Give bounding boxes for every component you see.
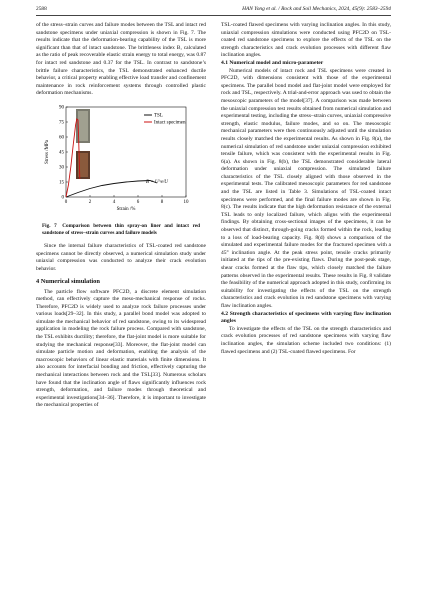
subsection-4-2-title: 4.2 Strength characteristics of specimens with varying flaw inclination angles bbox=[221, 310, 391, 325]
x-tick-label: 4 bbox=[112, 199, 116, 205]
figure-caption-label: Fig. 7 bbox=[42, 222, 57, 229]
figure-caption-text: Comparison between thin spray-on liner and intact red sandstone of stress–strain curves and failure models bbox=[42, 222, 200, 236]
right-column bbox=[221, 22, 391, 356]
subsection-4-1-title: 4.1 Numerical model and micro-parameter bbox=[221, 59, 324, 66]
brittleness-annotation: B = U^e/U bbox=[146, 179, 168, 185]
y-tick-label: 15 bbox=[59, 180, 64, 186]
series-line-tsl bbox=[66, 180, 157, 197]
legend-label: Intact specimen bbox=[154, 120, 186, 126]
y-tick-label: 75 bbox=[59, 120, 64, 126]
paragraph-subsection-4-1: Numerical models of intact rock and TSL specimens were created in PFC2D, with dimensions consistent with those of the experimental specimens. The parallel bond model and flat-joint model were employed for rock and TSL, respectively. A trial-and-error approach was used to obtain the mesoscopic parameters of the model[37]. A comparison was made between the uniaxial compression test results obtained from numerical simulation and experimental testing, including the stress–strain curves, uniaxial compressive strength, elastic modulus, failure modes, and so on. The mesoscopic mechanical parameters were then continuously adjusted until the simulation results closely matched the experimental results. As shown in Fig. 8(a), the numerical simulation of red sandstone under uniaxial compression exhibited tensile failure, which was consistent with the experimental results in Fig. 6(a). As shown in Fig. 8(b), the TSL demonstrated considerable lateral deformation under uniaxial compression. The simulated failure characteristics of the TSL closely aligned with those observed in the experimental tests. The calibrated mesoscopic parameters for red sandstone and the TSL are listed in Table 3. Simulations of TSL-coated intact specimens were performed, and the final failure modes are shown in Fig. 8(c). The results indicate that the high deformation resistance of the external TSL leads to only localized failure, which aligns with the experimental findings. By obtaining cross-sectional images of the specimens, it can be observed that distinct, through-going cracks formed within the rock, leading to a loss of load-bearing capacity. Fig. 8(d) shows a comparison of the simulated and experimental failure modes for the fractured specimen with a 45° inclination angle. At the peak stress point, tensile cracks primarily initiated at the tips of the pre-existing flaws. During the post-peak stage, shear cracks formed at the flaw tips, which closely matched the failure patterns observed in the experimental results. These results in Fig. 8 validate the feasibility of the numerical approach adopted in this study, confirming its suitability for investigating the effects of the TSL on the strength characteristics and crack evolution in red sandstone specimens with varying flaw inclination angles. bbox=[221, 67, 391, 309]
x-axis-label: Strain /% bbox=[116, 206, 136, 212]
paragraph-numerical-simulation: The particle flow software PFC2D, a discrete element simulation method, can effectively capture the meso-mechanical response of rocks. Therefore, PFC2D is widely used to analyze rock failure processes under various loads[29–32]. In this study, a parallel bond model was adopted to simulate the mechanical behavior of red sandstone, owing to its widespread application in modeling the rock failure process. Compared with sandstone, the TSL exhibits ductility; therefore, the flat-joint model is more suitable for studying the mechanical response[33]. Moreover, the flat-joint model can simulate particle motion and deformation, enabling the analysis of the macroscopic behaviors of linear elastic materials with finite dimensions. It also accounts for interfacial bonding and friction, effectively capturing the mechanical interactions between rock and the TSL[33]. Numerous scholars have found that the inclination angle of flaws significantly influences rock strength, deformation, and failure modes through theoretical and experimental investigations[34–36]. Therefore, it is important to investigate the mechanical properties of bbox=[36, 288, 206, 409]
x-tick-label: 8 bbox=[160, 199, 164, 205]
x-tick-label: 0 bbox=[64, 199, 68, 205]
paragraph-continuation: TSL-coated flawed specimens with varying inclination angles. In this study, uniaxial compression simulations were conducted using PFC2D on TSL-coated red sandstone specimens to explore the effects of the TSL on the strength characteristics and crack evolution processes with different flaw inclination angles. bbox=[221, 22, 391, 59]
page-number: 2588 bbox=[36, 6, 47, 12]
paragraph-after-figure: Since the internal failure characteristics of TSL-coated red sandstone specimens cannot be directly observed, a numerical simulation study under uniaxial compression was conducted to analyze their crack evolution behavior. bbox=[36, 243, 206, 272]
x-tick-label: 10 bbox=[183, 199, 189, 205]
left-column bbox=[36, 22, 206, 410]
figure-7 bbox=[36, 101, 206, 221]
paragraph-intro: of the stress–strain curves and failure modes between the TSL and intact red sandstone specimens under uniaxial compression is shown in Fig. 7. The results indicate that the deformation-bearing capability of the TSL is more significant than that of intact sandstone. The brittleness index B, calculated as the ratio of peak recoverable elastic strain energy to total energy, was 0.87 for intact red sandstone and 0.37 for the TSL. In contrast to sandstone’s brittle failure characteristics, the TSL demonstrated enhanced ductile behavior, a critical property enabling effective load transfer and confinement maintenance in rock reinforcement systems through controlled plastic deformation mechanisms. bbox=[36, 22, 206, 97]
x-tick-label: 2 bbox=[88, 199, 92, 205]
paragraph-subsection-4-2: To investigate the effects of the TSL on the strength characteristics and crack evolution processes of red sandstone specimens with varying flaw inclination angles, the simulation scheme included two conditions: (1) flawed specimens and (2) TSL-coated flawed specimens. For bbox=[221, 325, 391, 355]
stress-strain-chart bbox=[36, 101, 206, 221]
header-rule bbox=[36, 15, 391, 16]
section-title: 4 Numerical simulation bbox=[36, 277, 100, 285]
y-tick-label: 0 bbox=[61, 195, 64, 201]
journal-citation: HAN Yong et al. / Rock and Soil Mechanics, 2024, 45(9): 2583–2594 bbox=[242, 6, 391, 12]
figure-caption bbox=[36, 223, 206, 236]
y-axis-label: Stress /MPa bbox=[45, 139, 50, 164]
x-tick-label: 6 bbox=[136, 199, 140, 205]
legend-label: TSL bbox=[154, 113, 163, 119]
y-tick-label: 60 bbox=[59, 135, 64, 141]
tsl-specimen-photo-inner bbox=[78, 111, 88, 141]
y-tick-label: 90 bbox=[59, 105, 64, 111]
y-tick-label: 45 bbox=[59, 150, 64, 156]
y-tick-label: 30 bbox=[59, 165, 64, 171]
